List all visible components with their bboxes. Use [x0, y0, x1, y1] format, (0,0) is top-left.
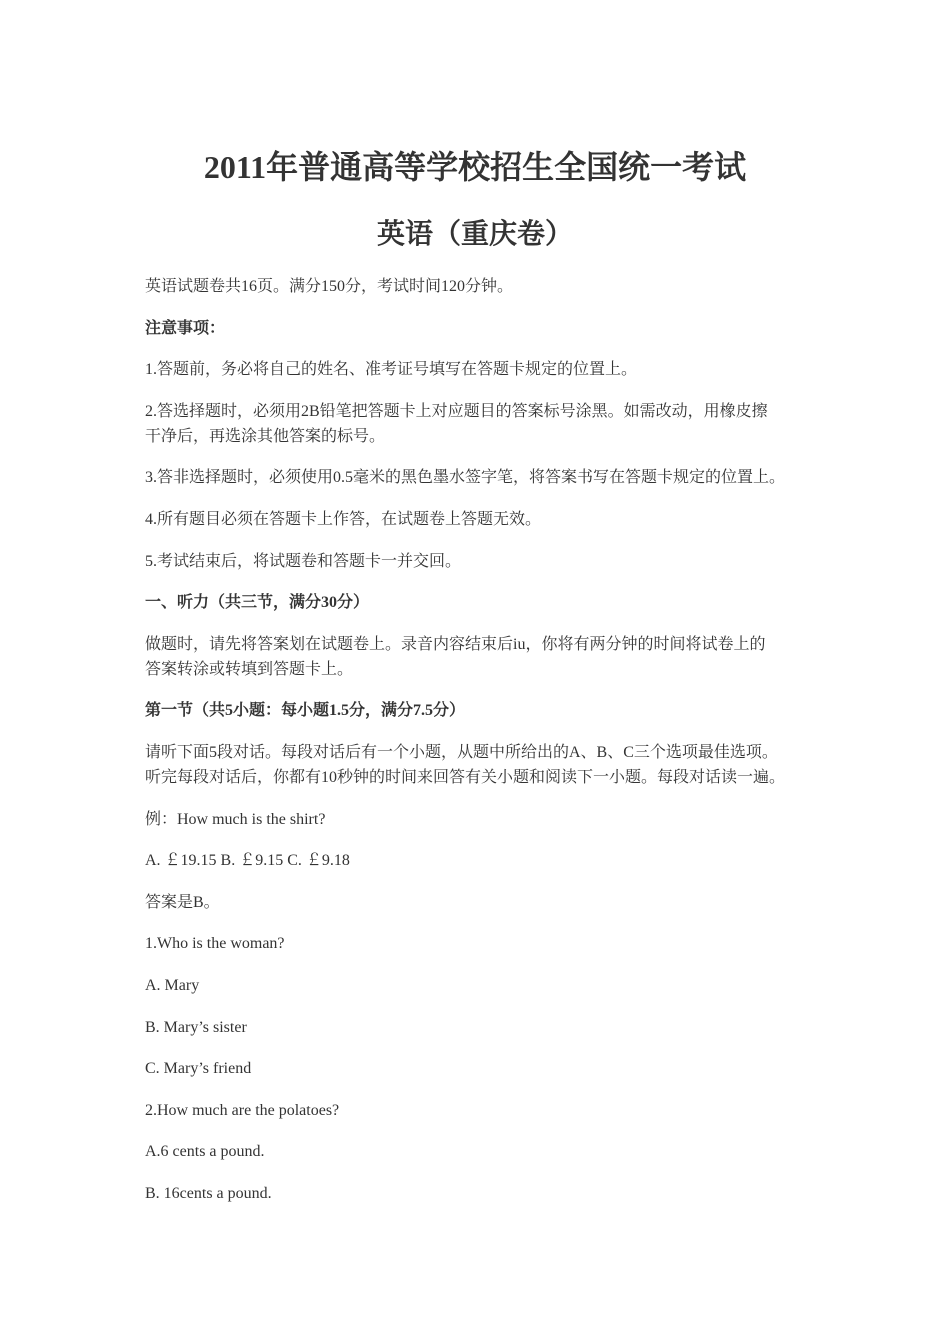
document-title: 2011年普通高等学校招生全国统一考试 — [203, 149, 747, 185]
paragraph-line: 1.Who is the woman? — [145, 935, 285, 953]
paragraph-line: 1.答题前，务必将自己的姓名、准考证号填写在答题卡规定的位置上。 — [145, 361, 638, 379]
paragraph-line: A.6 cents a pound. — [145, 1143, 265, 1161]
paragraph — [145, 507, 845, 532]
paragraph — [145, 740, 845, 790]
paragraph-line: 5.考试结束后，将试题卷和答题卡一并交回。 — [145, 552, 462, 570]
paragraph — [145, 931, 845, 956]
paragraph-line: 听完每段对话后，你都有10秒钟的时间来回答有关小题和阅读下一小题。每段对话读一遍。 — [145, 768, 786, 786]
paragraph — [145, 848, 845, 873]
paragraph — [145, 1056, 845, 1081]
paragraph-line: 干净后，再选涂其他答案的标号。 — [145, 427, 386, 445]
paragraph-line: B. Mary’s sister — [145, 1018, 247, 1036]
paragraph — [145, 1098, 845, 1123]
paragraph — [145, 399, 845, 449]
paragraph — [145, 274, 845, 299]
paragraph — [145, 632, 845, 682]
paragraph — [145, 465, 845, 490]
paragraph — [145, 1181, 845, 1206]
paragraph-line: 4.所有题目必须在答题卡上作答，在试题卷上答题无效。 — [145, 510, 542, 528]
document-body — [145, 274, 845, 1222]
paragraph — [145, 1015, 845, 1040]
paragraph-line: 请听下面5段对话。每段对话后有一个小题，从题中所给出的A、B、C三个选项最佳选项。 — [145, 743, 778, 761]
paragraph — [145, 890, 845, 915]
paragraph-line: 第一节（共5小题：每小题1.5分，满分7.5分） — [145, 702, 466, 720]
paragraph — [145, 973, 845, 998]
paragraph-line: 一、听力（共三节，满分30分） — [145, 594, 370, 612]
paragraph-line: 答案转涂或转填到答题卡上。 — [145, 660, 354, 678]
paragraph — [145, 549, 845, 574]
paragraph — [145, 807, 845, 832]
paragraph-line: 例：How much is the shirt? — [145, 810, 326, 828]
paragraph-line: 做题时，请先将答案划在试题卷上。录音内容结束后iu，你将有两分钟的时间将试卷上的 — [145, 635, 766, 653]
paragraph — [145, 357, 845, 382]
paragraph — [145, 1139, 845, 1164]
document-subtitle: 英语（重庆卷） — [376, 219, 573, 250]
paragraph-line: A. Mary — [145, 976, 200, 994]
paragraph-line: C. Mary’s friend — [145, 1060, 252, 1078]
paragraph-line: 答案是B。 — [145, 893, 220, 911]
paragraph-line: 2.答选择题时，必须用2B铅笔把答题卡上对应题目的答案标号涂黑。如需改动，用橡皮擦 — [145, 402, 768, 420]
section-heading — [145, 698, 845, 723]
paragraph-line: 3.答非选择题时，必须使用0.5毫米的黑色墨水签字笔，将答案书写在答题卡规定的位置上。 — [145, 469, 786, 487]
paragraph-line: 2.How much are the polatoes? — [145, 1101, 340, 1119]
section-heading — [145, 316, 845, 341]
section-heading — [145, 590, 845, 615]
paragraph-line: A. ￡19.15 B. ￡9.15 C. ￡9.18 — [145, 852, 350, 870]
paragraph-line: 英语试题卷共16页。满分150分，考试时间120分钟。 — [145, 278, 514, 295]
paragraph-line: B. 16cents a pound. — [145, 1184, 272, 1202]
paragraph-line: 注意事项： — [145, 319, 226, 337]
